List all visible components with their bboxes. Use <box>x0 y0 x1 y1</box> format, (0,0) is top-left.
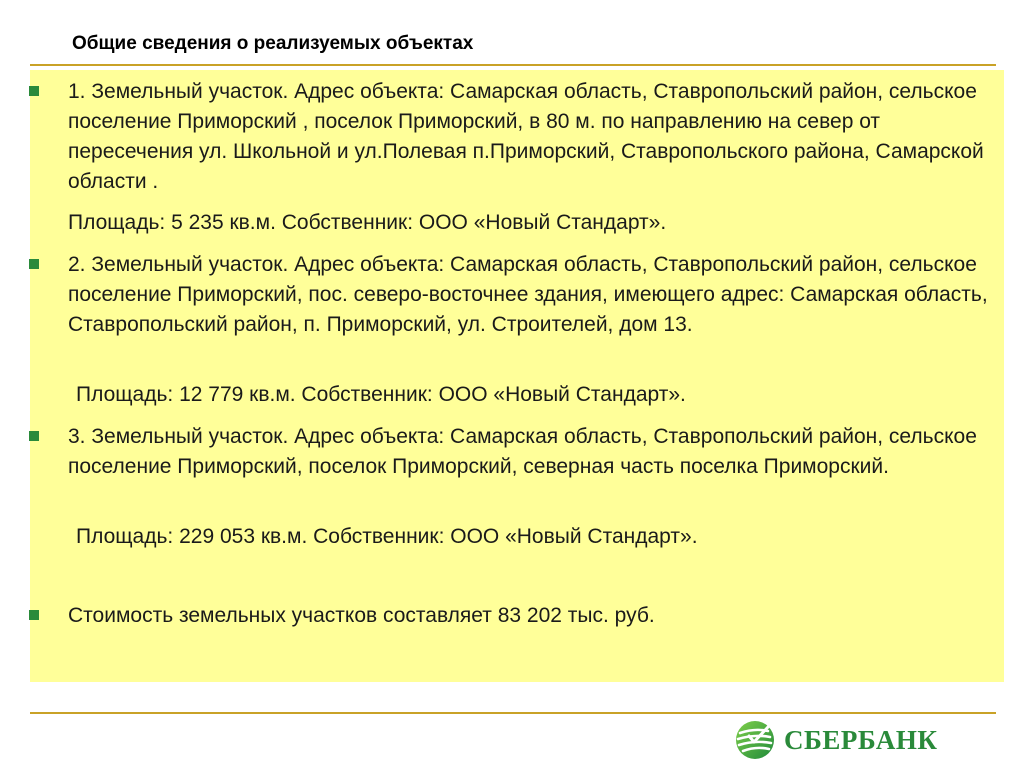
list-item-text: 1. Земельный участок. Адрес объекта: Самарская область, Ставропольский район, сельское поселение Приморский , поселок Приморский, в 80 м. по направлению на север от пересечения ул. Школьной и ул.Полевая п.Приморский, Ставропольского района, Самарской области . <box>68 80 984 193</box>
list-item-text: 2. Земельный участок. Адрес объекта: Самарская область, Ставропольский район, сельское поселение Приморский, пос. северо-восточнее здания, имеющего адрес: Самарская область, Ставропольский район, п. Приморский, ул. Строителей, дом 13. <box>68 253 988 336</box>
slide-title: Общие сведения о реализуемых объектах <box>72 33 474 54</box>
square-bullet-icon <box>29 431 39 441</box>
sberbank-logo <box>734 716 937 764</box>
list-item <box>68 77 988 197</box>
area-owner-line: Площадь: 12 779 кв.м. Собственник: ООО «Новый Стандарт». <box>76 383 686 406</box>
list-item <box>68 250 988 340</box>
list-item <box>68 422 988 482</box>
top-divider <box>30 64 996 66</box>
square-bullet-icon <box>29 610 39 620</box>
brand-name: СБЕРБАНК <box>784 724 938 755</box>
area-owner-line: Площадь: 229 053 кв.м. Собственник: ООО «Новый Стандарт». <box>76 525 698 548</box>
bottom-divider <box>30 712 996 714</box>
square-bullet-icon <box>29 86 39 96</box>
list-item-text: 3. Земельный участок. Адрес объекта: Самарская область, Ставропольский район, сельское поселение Приморский, поселок Приморский, северная часть поселка Приморский. <box>68 425 977 478</box>
list-item-total-cost <box>68 601 988 631</box>
sberbank-logo-icon <box>734 719 776 761</box>
area-owner-line: Площадь: 5 235 кв.м. Собственник: ООО «Новый Стандарт». <box>68 211 667 234</box>
square-bullet-icon <box>29 259 39 269</box>
list-item-text: Стоимость земельных участков составляет 83 202 тыс. руб. <box>68 604 655 627</box>
